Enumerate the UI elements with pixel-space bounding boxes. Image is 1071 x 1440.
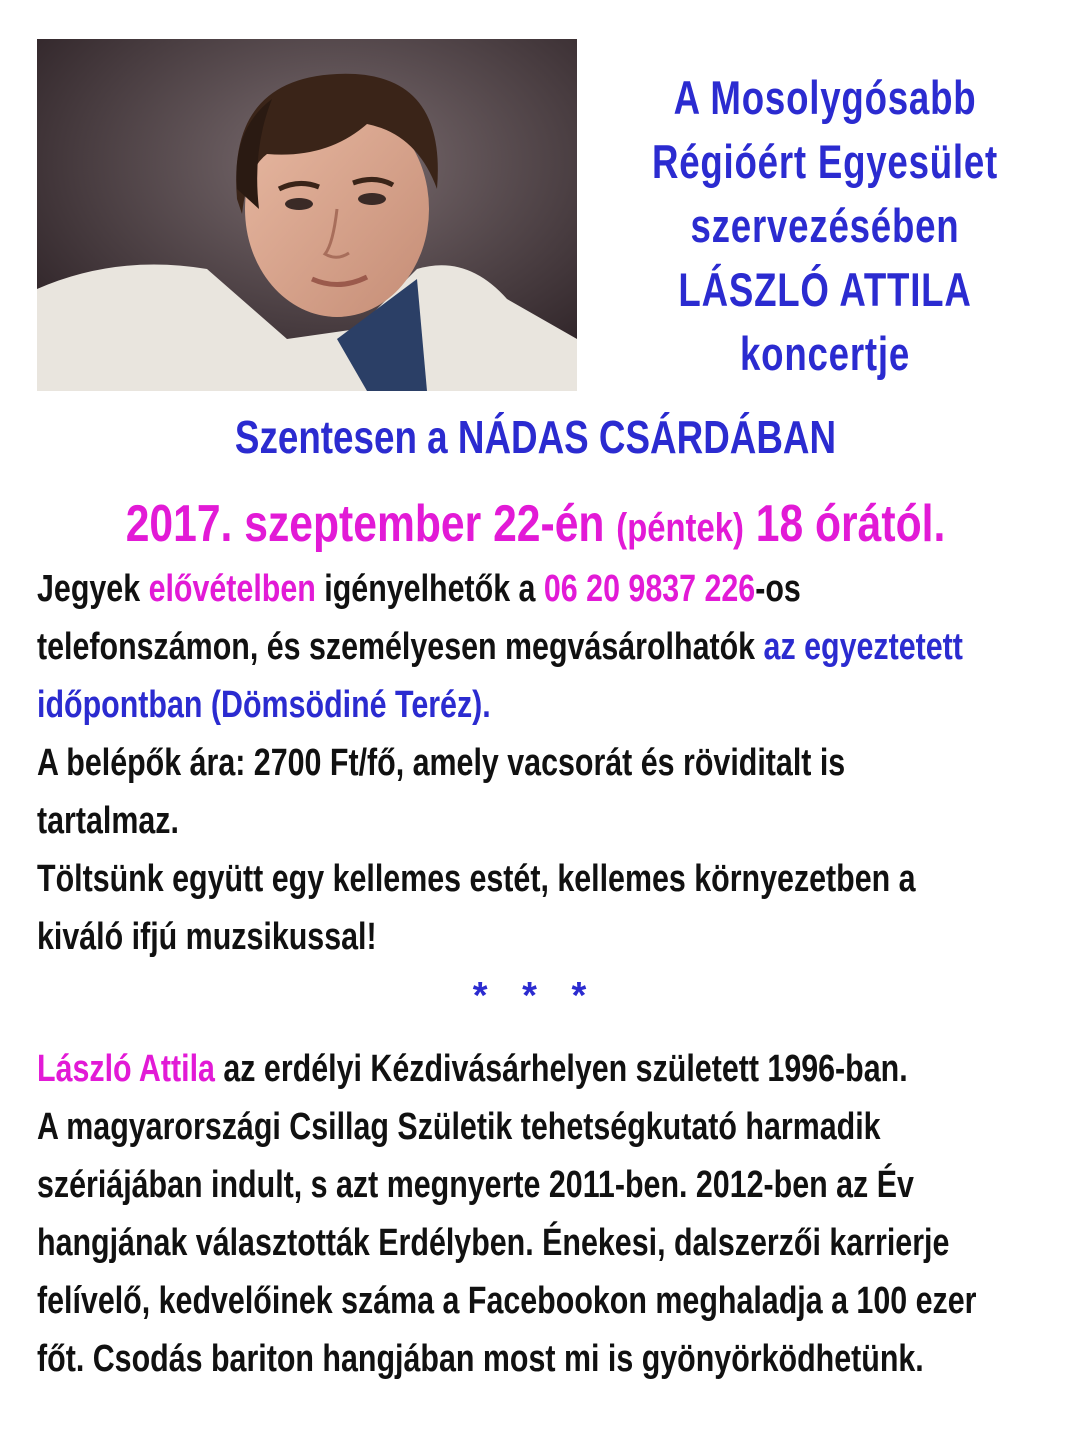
heading-performer-name: LÁSZLÓ ATTILA bbox=[678, 263, 972, 316]
start-time: 18 órától. bbox=[755, 495, 946, 553]
ticket-text: -os bbox=[755, 568, 801, 610]
bio-line-2: A magyarországi Csillag Születik tehetségkutató harmadik bbox=[37, 1106, 881, 1148]
ticket-line-1 bbox=[37, 560, 997, 618]
bio-line-1 bbox=[37, 1040, 997, 1098]
ticket-line-3: időpontban (Dömsödiné Teréz). bbox=[37, 684, 491, 726]
invite-line-2: kiváló ifjú muzsikussal! bbox=[37, 916, 377, 958]
venue-prefix: Szentesen a bbox=[234, 411, 458, 463]
bio-name: László Attila bbox=[37, 1048, 215, 1090]
presale-text: elővételben bbox=[148, 568, 316, 610]
ticket-text: Jegyek bbox=[37, 568, 149, 610]
performer-photo bbox=[37, 39, 577, 391]
heading-line-organizer: A Mosolygósabb bbox=[673, 71, 977, 124]
bio-text: az erdélyi Kézdivásárhelyen született 1996-ban. bbox=[214, 1048, 908, 1090]
bio-line-3: szériájában indult, s azt megnyerte 2011-ben. 2012-ben az Év bbox=[37, 1164, 914, 1206]
event-date bbox=[96, 492, 974, 560]
venue-line bbox=[107, 405, 964, 469]
event-heading bbox=[642, 66, 1009, 386]
performer-bio bbox=[37, 1040, 997, 1388]
heading-line-organization: szervezésében bbox=[690, 199, 960, 252]
venue-name: NÁDAS CSÁRDÁBAN bbox=[457, 411, 837, 463]
date-text: 2017. szeptember 22-én bbox=[125, 495, 605, 553]
bio-line-6: főt. Csodás bariton hangjában most mi is gyönyörködhetünk. bbox=[37, 1338, 924, 1380]
ticket-info bbox=[37, 560, 997, 966]
ticket-line-2 bbox=[37, 618, 997, 676]
price-line-1: A belépők ára: 2700 Ft/fő, amely vacsorát és röviditalt is bbox=[37, 742, 846, 784]
heading-concert: koncertje bbox=[739, 327, 911, 380]
phone-number: 06 20 9837 226 bbox=[543, 568, 756, 610]
separator-stars: * * * bbox=[472, 975, 599, 1017]
agreed-time-text: az egyeztetett bbox=[763, 626, 963, 668]
ticket-text: telefonszámon, és személyesen megvásárolhatók bbox=[37, 626, 764, 668]
bio-line-5: felívelő, kedvelőinek száma a Facebookon meghaladja a 100 ezer bbox=[37, 1280, 977, 1322]
ticket-text: igényelhetők a bbox=[315, 568, 544, 610]
invite-line-1: Töltsünk együtt egy kellemes estét, kellemes környezetben a bbox=[37, 858, 916, 900]
bio-line-4: hangjának választották Erdélyben. Énekesi, dalszerzői karrierje bbox=[37, 1222, 950, 1264]
heading-line-organizer-2: Régióért Egyesület bbox=[651, 135, 999, 188]
price-line-2: tartalmaz. bbox=[37, 800, 179, 842]
weekday: (péntek) bbox=[616, 506, 744, 550]
